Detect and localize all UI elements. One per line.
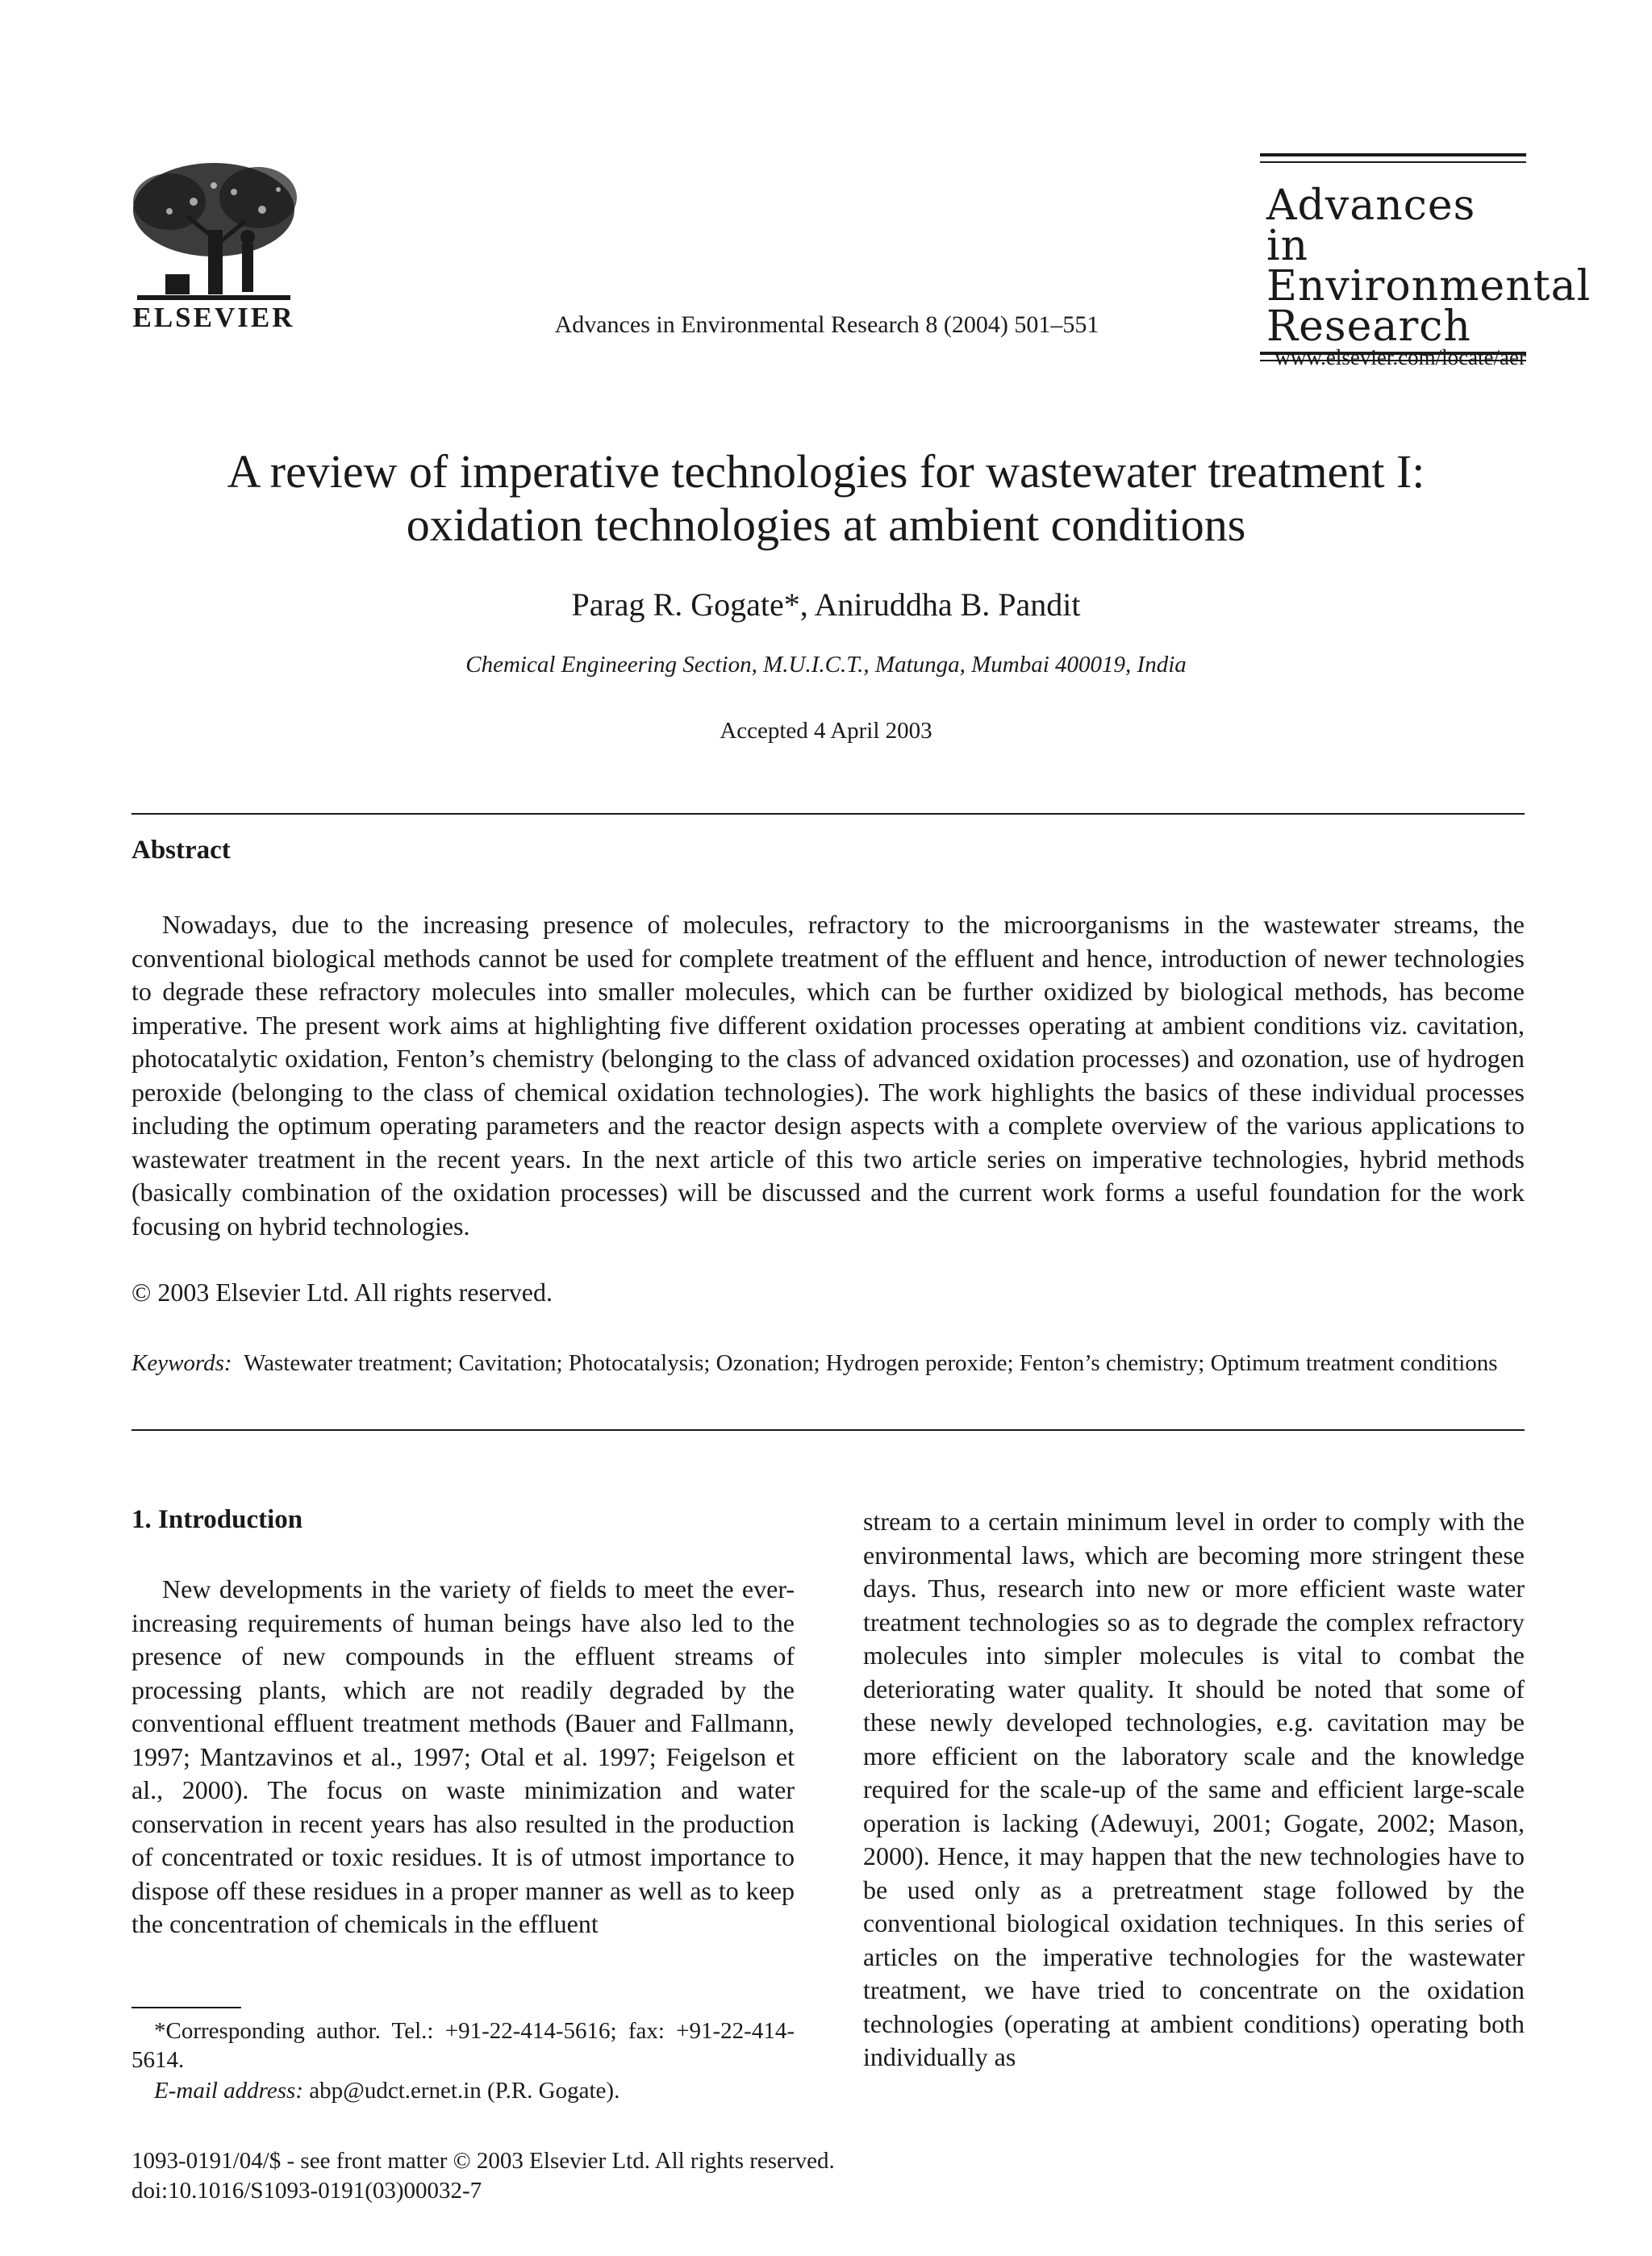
body-left-column: New developments in the variety of fields to meet the ever-increasing requirements of human beings have also led to the presence of new compounds in the effluent streams of processing plants, which are not readily degraded by the conventional effluent treatment methods (Bauer and Fallmann, 1997; Mantzavinos et al., 1997; Otal et al. 1997; Feigelson et al., 2000). The focus on waste minimization and water conservation in recent years has also resulted in the production of concentrated or toxic residues. It is of utmost importance to dispose off these residues in a proper manner as well as to keep the concentration of chemicals in the effluent bbox=[131, 1574, 795, 1938]
journal-brand-box bbox=[1260, 153, 1592, 361]
author-list: Parag R. Gogate*, Aniruddha B. Pandit bbox=[571, 586, 1081, 623]
email-label: E-mail address: bbox=[154, 2078, 303, 2104]
issn-line: 1093-0191/04/$ - see front matter © 2003 Elsevier Ltd. All rights reserved. bbox=[131, 2148, 835, 2174]
keywords-label: Keywords: bbox=[131, 1350, 232, 1376]
title-line-1: A review of imperative technologies for wastewater treatment I: bbox=[227, 445, 1425, 498]
abstract-heading: Abstract bbox=[131, 836, 231, 865]
body-right-column: stream to a certain minimum level in order to comply with the environmental laws, which are becoming more stringent these days. Thus, research into new or more efficient waste water treatment technologies so as to degrade the complex refractory molecules into simpler molecules is vital to combat the deteriorating water quality. It should be noted that some of these newly developed technologies, e.g. cavitation may be more efficient on the laboratory scale and the knowledge required for the scale-up of the same and efficient large-scale operation is lacking (Adewuyi, 2001; Gogate, 2002; Mason, 2000). Hence, it may happen that the new technologies have to be used only as a pretreatment stage followed by the conventional biological oxidation techniques. In this series of articles on the imperative technologies for the wastewater treatment, we have tried to concentrate on the oxidation technologies (operating at ambient conditions) operating both individually as bbox=[863, 1507, 1525, 2071]
brand-line-1: Advances in bbox=[1266, 181, 1476, 270]
publisher-logo-text: ELSEVIER bbox=[132, 302, 295, 333]
footnote-divider bbox=[131, 2007, 241, 2008]
doi-line[interactable]: doi:10.1016/S1093-0191(03)00032-7 bbox=[131, 2178, 482, 2204]
keywords-list: Wastewater treatment; Cavitation; Photocatalysis; Ozonation; Hydrogen peroxide; Fenton’s chemistry; Optimum treatment conditions bbox=[244, 1350, 1498, 1376]
author-affiliation: Chemical Engineering Section, M.U.I.C.T., Matunga, Mumbai 400019, India bbox=[465, 652, 1187, 678]
brand-line-2: Environmental bbox=[1266, 262, 1592, 311]
email-value[interactable]: abp@udct.ernet.in (P.R. Gogate). bbox=[309, 2078, 620, 2104]
article-title bbox=[121, 445, 1531, 552]
brand-top-rule bbox=[1260, 153, 1526, 156]
email-footnote bbox=[154, 2078, 620, 2104]
brand-line-3: Research bbox=[1266, 302, 1471, 351]
accepted-date: Accepted 4 April 2003 bbox=[720, 718, 932, 744]
section-heading-introduction: 1. Introduction bbox=[131, 1505, 303, 1534]
journal-citation: Advances in Environmental Research 8 (2004) 501–551 bbox=[554, 311, 1099, 338]
title-line-2: oxidation technologies at ambient conditions bbox=[406, 498, 1246, 551]
abstract-copyright: © 2003 Elsevier Ltd. All rights reserved. bbox=[131, 1278, 553, 1307]
corresponding-author-footnote: *Corresponding author. Tel.: +91-22-414-5616; fax: +91-22-414-5614. bbox=[131, 2018, 795, 2073]
abstract-top-divider bbox=[131, 813, 1525, 815]
abstract-bottom-divider bbox=[131, 1429, 1525, 1431]
journal-url[interactable]: www.elsevier.com/locate/aer bbox=[1274, 345, 1526, 369]
keywords bbox=[131, 1349, 1525, 1378]
abstract-text: Nowadays, due to the increasing presence of molecules, refractory to the microorganisms in the wastewater streams, the conventional biological methods cannot be used for complete treatment of the effluent and hence, introduction of newer technologies to degrade these refractory molecules into smaller molecules, which can be further oxidized by biological methods, has become imperative. The present work aims at highlighting five different oxidation processes operating at ambient conditions viz. cavitation, photocatalytic oxidation, Fenton’s chemistry (belonging to the class of advanced oxidation processes) and ozonation, use of hydrogen peroxide (belonging to the class of chemical oxidation technologies). The work highlights the basics of these individual processes including the optimum operating parameters and the reactor design aspects with a complete overview of the various applications to wastewater treatment in the recent years. In the next article of this two article series on imperative technologies, hybrid methods (basically combination of the oxidation processes) will be discussed and the current work forms a useful foundation for the work focusing on hybrid technologies. bbox=[131, 910, 1525, 1241]
journal-brand-title bbox=[1260, 163, 1592, 352]
